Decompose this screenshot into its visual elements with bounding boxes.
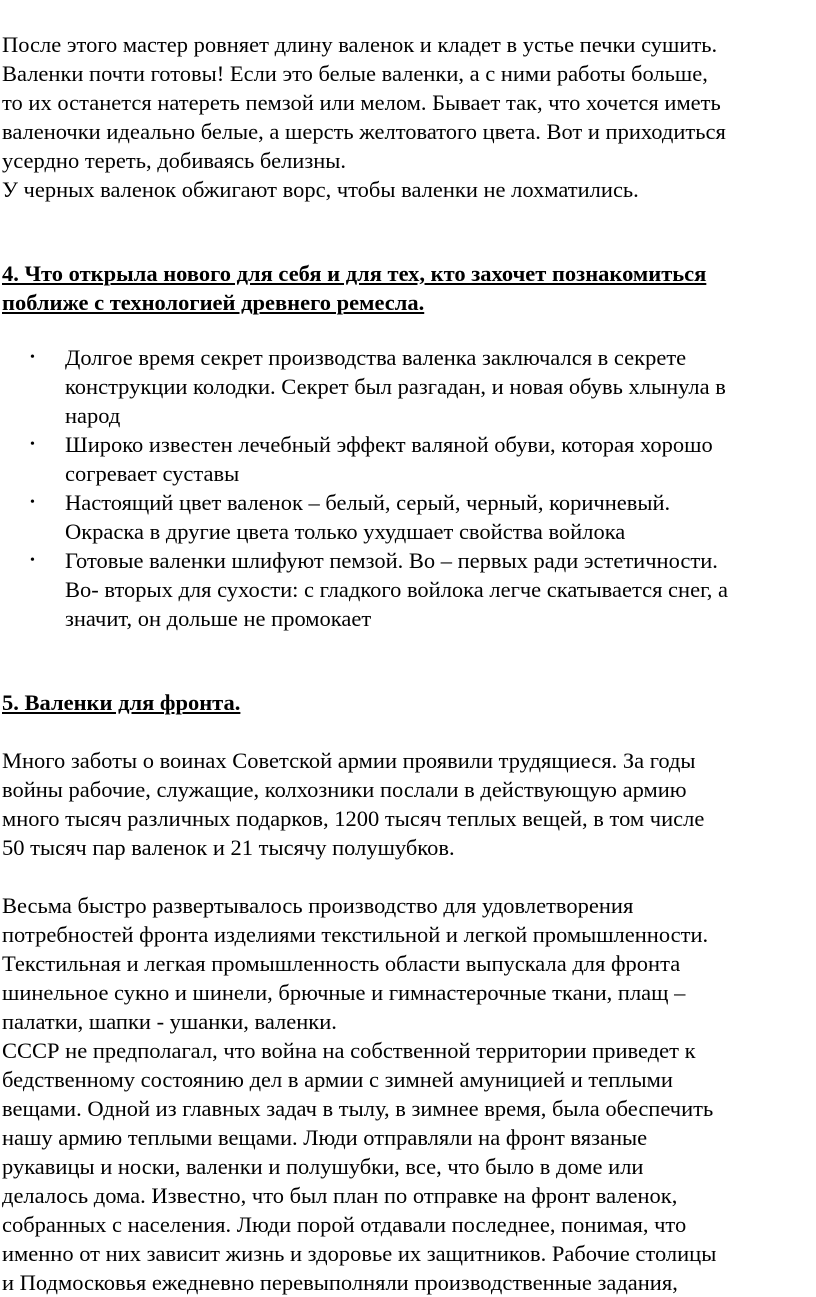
document-page — [0, 30, 816, 1297]
text-line: бедственному состоянию дел в армии с зимней амуницией и теплыми — [2, 1067, 673, 1092]
spacer — [0, 317, 816, 343]
spacer — [0, 717, 816, 746]
text-line: именно от них зависит жизнь и здоровье их защитников. Рабочие столицы — [2, 1241, 717, 1266]
text-line: У черных валенок обжигают ворс, чтобы валенки не лохматились. — [2, 177, 639, 202]
list-item — [0, 343, 816, 430]
section-5-heading: 5. Валенки для фронта. — [2, 690, 241, 715]
text-line: Окраска в другие цвета только ухудшает свойства войлока — [65, 519, 626, 544]
text-line: много тысяч различных подарков, 1200 тысяч теплых вещей, в том числе — [2, 806, 705, 831]
heading-line: 4. Что открыла нового для себя и для тех, кто захочет познакомиться — [2, 261, 707, 286]
text-line: палатки, шапки - ушанки, валенки. — [2, 1009, 337, 1034]
list-item — [0, 546, 816, 633]
spacer — [0, 633, 816, 688]
spacer — [0, 862, 816, 891]
text-line: собранных с населения. Люди порой отдавали последнее, понимая, что — [2, 1212, 687, 1237]
text-line: и Подмосковья ежедневно перевыполняли производственные задания, — [2, 1270, 678, 1295]
text-line: народ — [65, 403, 121, 428]
text-line: Весьма быстро развертывалось производство для удовлетворения — [2, 893, 634, 918]
intro-paragraph — [0, 30, 816, 204]
bullet-marker: • — [30, 437, 35, 452]
bullet-marker: • — [30, 350, 35, 365]
section-5-paragraph-3 — [0, 1036, 816, 1297]
bullet-marker: • — [30, 553, 35, 568]
text-line: 50 тысяч пар валенок и 21 тысячу полушубков. — [2, 835, 455, 860]
text-line: Долгое время секрет производства валенка заключался в секрете — [65, 345, 687, 370]
text-line: усердно тереть, добиваясь белизны. — [2, 148, 347, 173]
text-line: конструкции колодки. Секрет был разгадан, и новая обувь хлынула в — [65, 374, 726, 399]
text-line: согревает суставы — [65, 461, 240, 486]
text-line: Настоящий цвет валенок – белый, серый, черный, коричневый. — [65, 490, 671, 515]
section-4-list — [0, 343, 816, 633]
text-line: рукавицы и носки, валенки и полушубки, все, что было в доме или — [2, 1154, 644, 1179]
text-line: вещами. Одной из главных задач в тылу, в зимнее время, была обеспечить — [2, 1096, 714, 1121]
text-line: валеночки идеально белые, а шерсть желтоватого цвета. Вот и приходиться — [2, 119, 726, 144]
text-line: Текстильная и легкая промышленность области выпускала для фронта — [2, 951, 681, 976]
text-line: значит, он дольше не промокает — [65, 606, 372, 631]
section-5-paragraph-1 — [0, 746, 816, 862]
list-item — [0, 430, 816, 488]
text-line: Во- вторых для сухости: с гладкого войлока легче скатывается снег, а — [65, 577, 728, 602]
text-line: Много заботы о воинах Советской армии проявили трудящиеся. За годы — [2, 748, 696, 773]
spacer — [0, 204, 816, 259]
text-line: После этого мастер ровняет длину валенок и кладет в устье печки сушить. — [2, 32, 718, 57]
text-line: нашу армию теплыми вещами. Люди отправляли на фронт вязаные — [2, 1125, 648, 1150]
text-line: то их останется натереть пемзой или мелом. Бывает так, что хочется иметь — [2, 90, 721, 115]
text-line: СССР не предполагал, что война на собственной территории приведет к — [2, 1038, 696, 1063]
section-4-heading — [0, 259, 816, 317]
section-5-paragraph-2 — [0, 891, 816, 1036]
text-line: потребностей фронта изделиями текстильной и легкой промышленности. — [2, 922, 709, 947]
list-item — [0, 488, 816, 546]
text-line: войны рабочие, служащие, колхозники послали в действующую армию — [2, 777, 687, 802]
heading-line: поближе с технологией древнего ремесла. — [2, 290, 425, 315]
text-line: Готовые валенки шлифуют пемзой. Во – первых ради эстетичности. — [65, 548, 718, 573]
bullet-marker: • — [30, 495, 35, 510]
text-line: Валенки почти готовы! Если это белые валенки, а с ними работы больше, — [2, 61, 708, 86]
text-line: делалось дома. Известно, что был план по отправке на фронт валенок, — [2, 1183, 678, 1208]
text-line: Широко известен лечебный эффект валяной обуви, которая хорошо — [65, 432, 713, 457]
text-line: шинельное сукно и шинели, брючные и гимнастерочные ткани, плащ – — [2, 980, 686, 1005]
